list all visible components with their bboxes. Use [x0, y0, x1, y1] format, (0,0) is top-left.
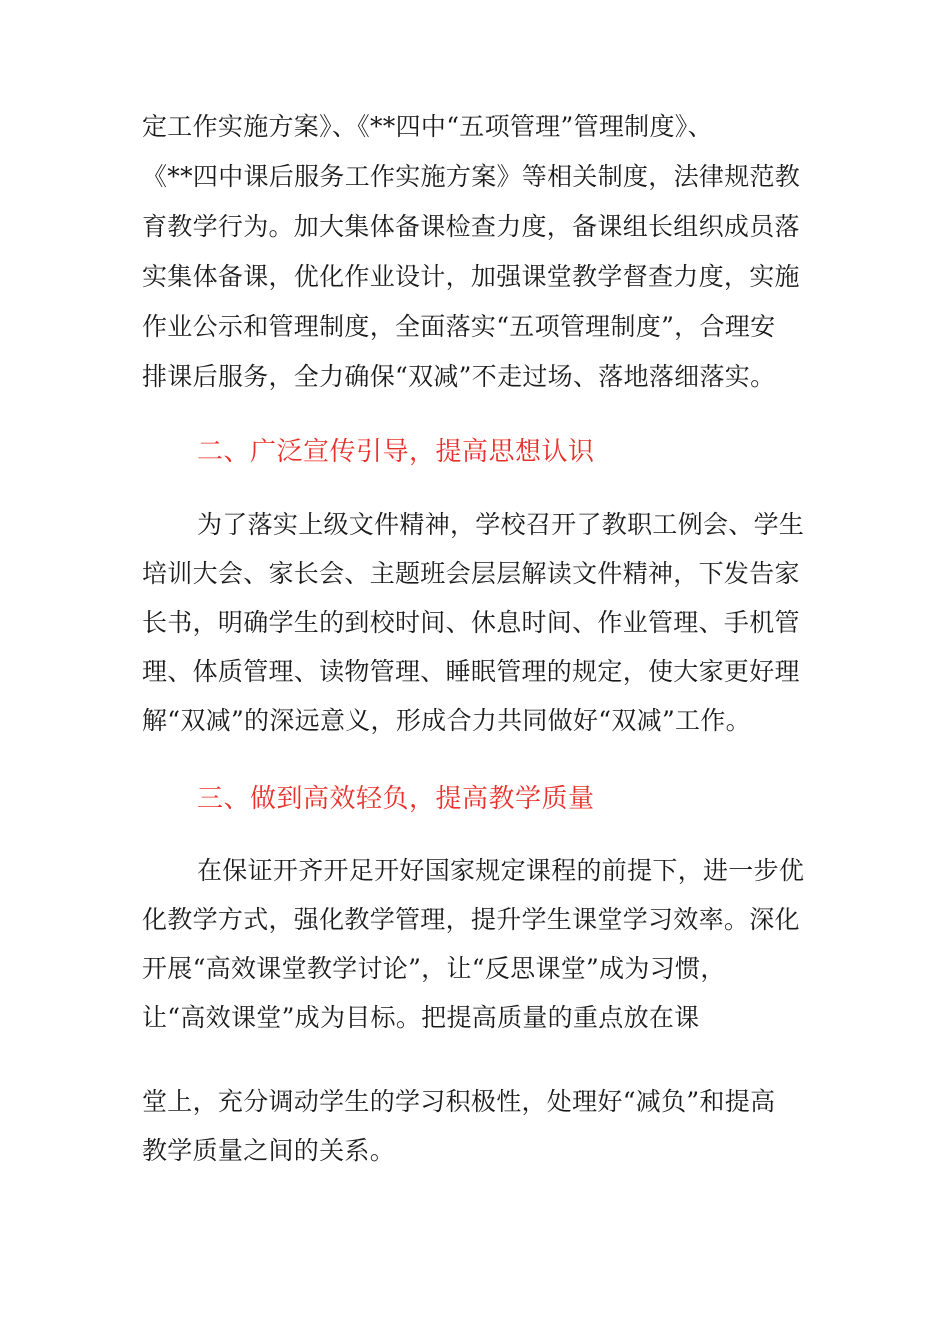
paragraph-3-line: 堂上，充分调动学生的学习积极性，处理好“减负”和提高 — [142, 1087, 776, 1116]
paragraph-3-line: 在保证开齐开足开好国家规定课程的前提下，进一步优 — [197, 856, 805, 885]
paragraph-3-line: 开展“高效课堂教学讨论”，让“反思课堂”成为习惯， — [142, 954, 726, 983]
paragraph-2-line: 理、体质管理、读物管理、睡眠管理的规定，使大家更好理 — [142, 657, 800, 686]
paragraph-1-line: 排课后服务，全力确保“双减”不走过场、落地落细落实。 — [142, 362, 776, 391]
paragraph-1-line: 作业公示和管理制度，全面落实“五项管理制度”，合理安 — [142, 312, 776, 341]
paragraph-2-line: 长书，明确学生的到校时间、休息时间、作业管理、手机管 — [142, 608, 800, 637]
section-heading-2: 二、广泛宣传引导，提高思想认识 — [197, 437, 595, 467]
paragraph-1-line: 定工作实施方案》、《**四中“五项管理”管理制度》、 — [142, 112, 713, 141]
paragraph-3-line: 让“高效课堂”成为目标。把提高质量的重点放在课 — [142, 1003, 700, 1032]
paragraph-3-line: 化教学方式，强化教学管理，提升学生课堂学习效率。深化 — [142, 905, 800, 934]
section-heading-3: 三、做到高效轻负，提高教学质量 — [197, 784, 595, 814]
paragraph-2-line: 培训大会、家长会、主题班会层层解读文件精神，下发告家 — [142, 559, 800, 588]
paragraph-1-line: 实集体备课，优化作业设计，加强课堂教学督查力度，实施 — [142, 262, 800, 291]
paragraph-1-line: 《**四中课后服务工作实施方案》等相关制度，法律规范教 — [142, 162, 801, 191]
paragraph-3-line: 教学质量之间的关系。 — [142, 1136, 396, 1165]
paragraph-2-line: 解“双减”的深远意义，形成合力共同做好“双减”工作。 — [142, 706, 751, 735]
paragraph-1-line: 育教学行为。加大集体备课检查力度，备课组长组织成员落 — [142, 212, 800, 241]
paragraph-2-line: 为了落实上级文件精神，学校召开了教职工例会、学生 — [197, 510, 805, 539]
